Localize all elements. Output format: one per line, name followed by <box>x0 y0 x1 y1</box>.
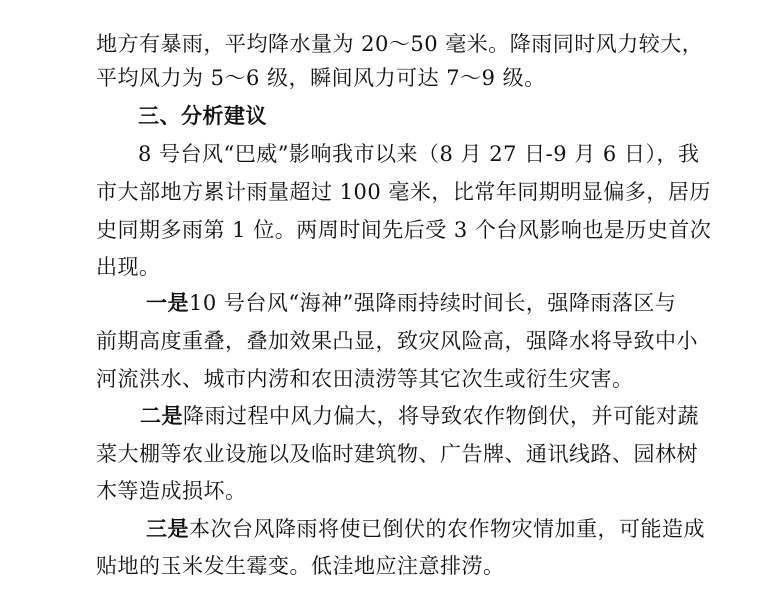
paragraph-line: 平均风力为 5～6 级，瞬间风力可达 7～9 级。 <box>96 66 546 90</box>
lead-label-first: 一是 <box>146 291 189 315</box>
paragraph-text: 降雨过程中风力偏大，将导致农作物倒伏，并可能对蔬 <box>183 404 699 428</box>
lead-label-third: 三是 <box>146 517 189 541</box>
paragraph-line: 市大部地方累计雨量超过 100 毫米，比常年同期明显偏多，居历 <box>96 180 711 204</box>
paragraph-line <box>146 290 676 316</box>
paragraph-line: 出现。 <box>96 255 161 279</box>
paragraph-line: 河流洪水、城市内涝和农田渍涝等其它次生或衍生灾害。 <box>96 367 634 391</box>
paragraph-text: 本次台风降雨将使已倒伏的农作物灾情加重，可能造成 <box>189 517 705 541</box>
lead-label-second: 二是 <box>140 404 183 428</box>
paragraph-line <box>140 403 699 429</box>
paragraph-line: 史同期多雨第 1 位。两周时间先后受 3 个台风影响也是历史首次 <box>96 218 712 242</box>
paragraph-line: 贴地的玉米发生霉变。低洼地应注意排涝。 <box>96 554 505 578</box>
paragraph-line <box>146 516 705 542</box>
paragraph-line: 前期高度重叠，叠加效果凸显，致灾风险高，强降水将导致中小 <box>96 329 698 353</box>
paragraph-line: 地方有暴雨，平均降水量为 20～50 毫米。降雨同时风力较大， <box>96 32 704 56</box>
paragraph-line: 8 号台风“巴威”影响我市以来（8 月 27 日-9 月 6 日），我 <box>138 142 700 166</box>
paragraph-line: 木等造成损坏。 <box>96 479 247 503</box>
section-heading: 三、分析建议 <box>138 104 267 128</box>
paragraph-text: 10 号台风“海神”强降雨持续时间长，强降雨落区与 <box>189 291 677 315</box>
paragraph-line: 菜大棚等农业设施以及临时建筑物、广告牌、通讯线路、园林树 <box>96 442 698 466</box>
